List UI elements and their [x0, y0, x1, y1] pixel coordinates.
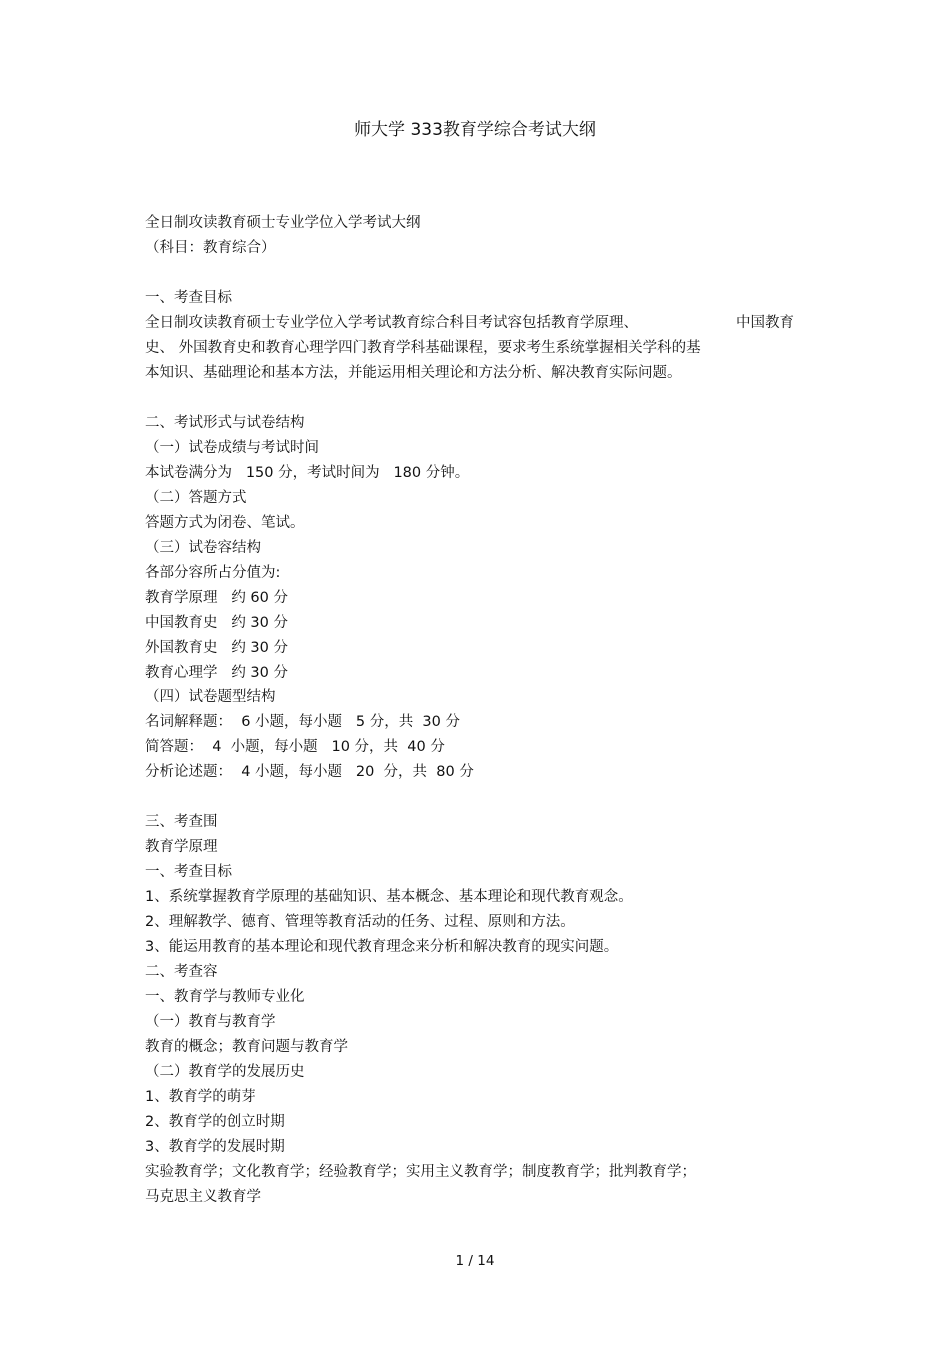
- subsection-heading: （三）试卷容结构: [145, 540, 261, 556]
- text-line: 答题方式为闭卷、笔试。: [145, 515, 305, 531]
- question-type-item: 名词解释题： 6 小题，每小题 5 分，共 30 分: [145, 714, 460, 730]
- text-line: 马克思主义教育学: [145, 1189, 261, 1205]
- score-item: 教育心理学 约 30 分: [145, 665, 288, 681]
- numbered-item: 3、能运用教育的基本理论和现代教育理念来分析和解决教育的现实问题。: [145, 939, 619, 955]
- section-heading: 二、考查容: [145, 964, 218, 980]
- paragraph-line-end: 中国教育: [736, 315, 794, 331]
- chapter-heading: 一、教育学与教师专业化: [145, 989, 305, 1005]
- document-title: 师大学 333教育学综合考试大纲: [354, 120, 596, 140]
- text-line: 本试卷满分为 150 分，考试时间为 180 分钟。: [145, 465, 470, 481]
- question-type-item: 分析论述题： 4 小题，每小题 20 分，共 80 分: [145, 764, 474, 780]
- numbered-item: 1、系统掌握教育学原理的基础知识、基本概念、基本理论和现代教育观念。: [145, 889, 633, 905]
- subject-heading: 教育学原理: [145, 839, 218, 855]
- section-heading: 三、考查围: [145, 814, 218, 830]
- text-line: 各部分容所占分值为:: [145, 565, 281, 581]
- section-heading: 二、考试形式与试卷结构: [145, 415, 305, 431]
- subsection-heading: （二）答题方式: [145, 490, 247, 506]
- subject-label: （科目：教育综合）: [145, 240, 276, 256]
- paragraph-line: [145, 313, 805, 333]
- numbered-item: 3、教育学的发展时期: [145, 1139, 285, 1155]
- text-line: 实验教育学；文化教育学；经验教育学；实用主义教育学；制度教育学；批判教育学；: [145, 1164, 696, 1180]
- score-item: 中国教育史 约 30 分: [145, 615, 288, 631]
- page-number: 1 / 14: [455, 1253, 495, 1269]
- subsection-heading: （二）教育学的发展历史: [145, 1064, 305, 1080]
- subsection-heading: （一）教育与教育学: [145, 1014, 276, 1030]
- paragraph-line: 本知识、基础理论和基本方法，并能运用相关理论和方法分析、解决教育实际问题。: [145, 365, 682, 381]
- numbered-item: 2、理解教学、德育、管理等教育活动的任务、过程、原则和方法。: [145, 914, 575, 930]
- numbered-item: 2、教育学的创立时期: [145, 1114, 285, 1130]
- subsection-heading: （一）试卷成绩与考试时间: [145, 440, 319, 456]
- exam-outline-heading: 全日制攻读教育硕士专业学位入学考试大纲: [145, 215, 421, 231]
- text-line: 教育的概念；教育问题与教育学: [145, 1039, 348, 1055]
- section-heading: 一、考查目标: [145, 864, 232, 880]
- score-item: 外国教育史 约 30 分: [145, 640, 288, 656]
- paragraph-line: 史、 外国教育史和教育心理学四门教育学科基础课程，要求考生系统掌握相关学科的基: [145, 340, 701, 356]
- section-heading: 一、考查目标: [145, 290, 232, 306]
- question-type-item: 简答题： 4 小题，每小题 10 分，共 40 分: [145, 739, 445, 755]
- numbered-item: 1、教育学的萌芽: [145, 1089, 256, 1105]
- subsection-heading: （四）试卷题型结构: [145, 689, 276, 705]
- score-item: 教育学原理 约 60 分: [145, 590, 288, 606]
- paragraph-line-start: 全日制攻读教育硕士专业学位入学考试教育综合科目考试容包括教育学原理、: [145, 315, 638, 331]
